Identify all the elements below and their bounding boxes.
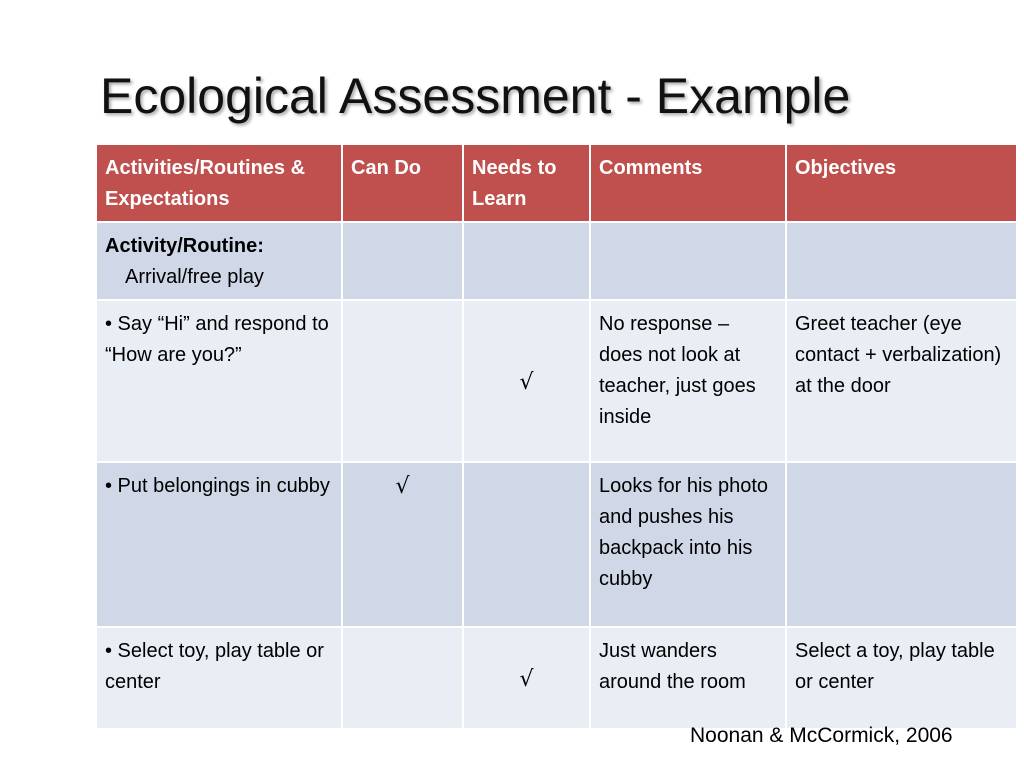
activity-cell: • Select toy, play table or center xyxy=(96,627,342,729)
needs-to-learn-cell: √ xyxy=(463,300,590,462)
header-can-do: Can Do xyxy=(342,144,463,222)
header-objectives: Objectives xyxy=(786,144,1017,222)
section-row xyxy=(96,222,1017,300)
can-do-cell xyxy=(342,300,463,462)
section-subheading: Arrival/free play xyxy=(125,266,264,288)
table-header-row xyxy=(96,144,1017,222)
empty-cell xyxy=(590,222,786,300)
assessment-table xyxy=(95,143,1018,730)
comments-cell: No response – does not look at teacher, just goes inside xyxy=(590,300,786,462)
assessment-table-container xyxy=(95,143,1016,730)
section-heading: Activity/Routine: xyxy=(105,235,264,257)
needs-to-learn-cell: √ xyxy=(463,627,590,729)
table-row xyxy=(96,627,1017,729)
objectives-cell xyxy=(786,462,1017,627)
comments-cell: Looks for his photo and pushes his backpack into his cubby xyxy=(590,462,786,627)
header-activities: Activities/Routines & Expectations xyxy=(96,144,342,222)
activity-cell: • Say “Hi” and respond to “How are you?” xyxy=(96,300,342,462)
section-cell xyxy=(96,222,342,300)
empty-cell xyxy=(786,222,1017,300)
empty-cell xyxy=(342,222,463,300)
objectives-cell: Greet teacher (eye contact + verbalization) at the door xyxy=(786,300,1017,462)
empty-cell xyxy=(463,222,590,300)
comments-cell: Just wanders around the room xyxy=(590,627,786,729)
activity-cell: • Put belongings in cubby xyxy=(96,462,342,627)
objectives-cell: Select a toy, play table or center xyxy=(786,627,1017,729)
can-do-cell: √ xyxy=(342,462,463,627)
header-comments: Comments xyxy=(590,144,786,222)
header-needs-to-learn: Needs to Learn xyxy=(463,144,590,222)
needs-to-learn-cell xyxy=(463,462,590,627)
slide-title: Ecological Assessment - Example xyxy=(100,68,851,124)
table-row xyxy=(96,300,1017,462)
can-do-cell xyxy=(342,627,463,729)
citation: Noonan & McCormick, 2006 xyxy=(690,724,953,747)
table-row xyxy=(96,462,1017,627)
